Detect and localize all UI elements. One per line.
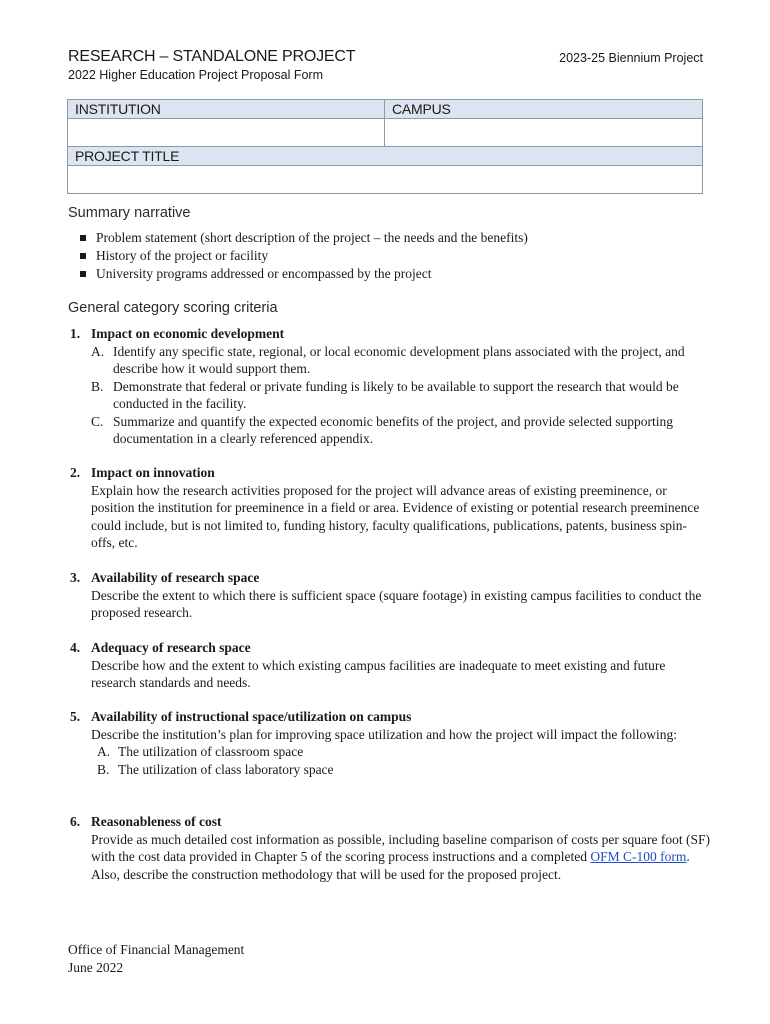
document-title: RESEARCH – STANDALONE PROJECT <box>68 48 356 65</box>
page-footer <box>68 941 244 977</box>
bullet-square-icon <box>80 235 86 241</box>
criterion-4 <box>70 639 710 692</box>
institution-field[interactable] <box>68 119 385 147</box>
criterion-number: 6. <box>70 814 81 829</box>
summary-bullet-list <box>80 229 720 283</box>
sub-item: A. Identify any specific state, regional, or local economic development plans associated with the project, and describe how it would support them. <box>91 343 685 376</box>
criterion-title: Adequacy of research space <box>91 640 251 655</box>
bullet-square-icon <box>80 253 86 259</box>
criterion-description: Describe how and the extent to which existing campus facilities are inadequate to meet existing and future research standards and needs. <box>91 657 666 690</box>
sub-item: B. The utilization of class laboratory space <box>97 761 334 777</box>
criterion-title: Availability of instructional space/utilization on campus <box>91 709 412 724</box>
campus-field[interactable] <box>385 119 703 147</box>
criterion-number: 5. <box>70 709 81 724</box>
sub-item: A. The utilization of classroom space <box>97 744 304 759</box>
project-info-table <box>67 99 703 194</box>
project-title-field[interactable] <box>68 166 703 194</box>
criterion-3 <box>70 569 710 622</box>
criterion-number: 3. <box>70 570 81 585</box>
criteria-heading: General category scoring criteria <box>68 300 278 316</box>
list-item: History of the project or facility <box>80 247 720 265</box>
criterion-description: Describe the extent to which there is sufficient space (square footage) in existing campus facilities to conduct the proposed research. <box>91 587 702 620</box>
institution-label: INSTITUTION <box>68 100 385 119</box>
criterion-title: Impact on innovation <box>91 465 215 480</box>
criterion-number: 1. <box>70 326 81 341</box>
ofm-c100-form-link[interactable]: OFM C-100 form <box>590 849 687 864</box>
document-subtitle: 2022 Higher Education Project Proposal Form <box>68 68 323 82</box>
sub-item: B. Demonstrate that federal or private funding is likely to be available to support the research that would be conducted in the facility. <box>91 378 679 411</box>
criterion-2 <box>70 464 710 552</box>
criterion-number: 2. <box>70 465 81 480</box>
bullet-square-icon <box>80 271 86 277</box>
criterion-title: Availability of research space <box>91 570 260 585</box>
criterion-title: Impact on economic development <box>91 326 285 341</box>
biennium-label: 2023-25 Biennium Project <box>559 51 703 65</box>
footer-office: Office of Financial Management <box>68 942 245 957</box>
list-item: Problem statement (short description of the project – the needs and the benefits) <box>80 229 720 247</box>
criterion-6 <box>70 813 710 883</box>
campus-label: CAMPUS <box>385 100 703 119</box>
criterion-description: Describe the institution’s plan for improving space utilization and how the project will impact the following: <box>91 726 677 742</box>
summary-heading: Summary narrative <box>68 205 191 221</box>
sub-item: C. Summarize and quantify the expected economic benefits of the project, and provide selected supporting documentation in a clearly referenced appendix. <box>91 413 674 446</box>
criterion-description: Explain how the research activities proposed for the project will advance areas of existing preeminence, or position the institution for preeminence in a field or area. Evidence of existing or potential research preeminence could include, but is not limited to, funding history, faculty qualifications, publications, patents, business spin-offs, etc. <box>91 482 700 550</box>
list-item: University programs addressed or encompassed by the project <box>80 265 720 283</box>
criterion-5 <box>70 708 710 778</box>
project-title-label: PROJECT TITLE <box>68 147 703 166</box>
criterion-1 <box>70 325 710 448</box>
criterion-number: 4. <box>70 640 81 655</box>
criterion-description: Provide as much detailed cost information as possible, including baseline comparison of costs per square foot (SF) with the cost data provided in Chapter 5 of the scoring process instructions and a completed OFM C-100 form. Also, describe the construction methodology that will be used for the proposed project. <box>91 831 710 882</box>
criterion-title: Reasonableness of cost <box>91 814 222 829</box>
footer-date: June 2022 <box>68 960 124 975</box>
